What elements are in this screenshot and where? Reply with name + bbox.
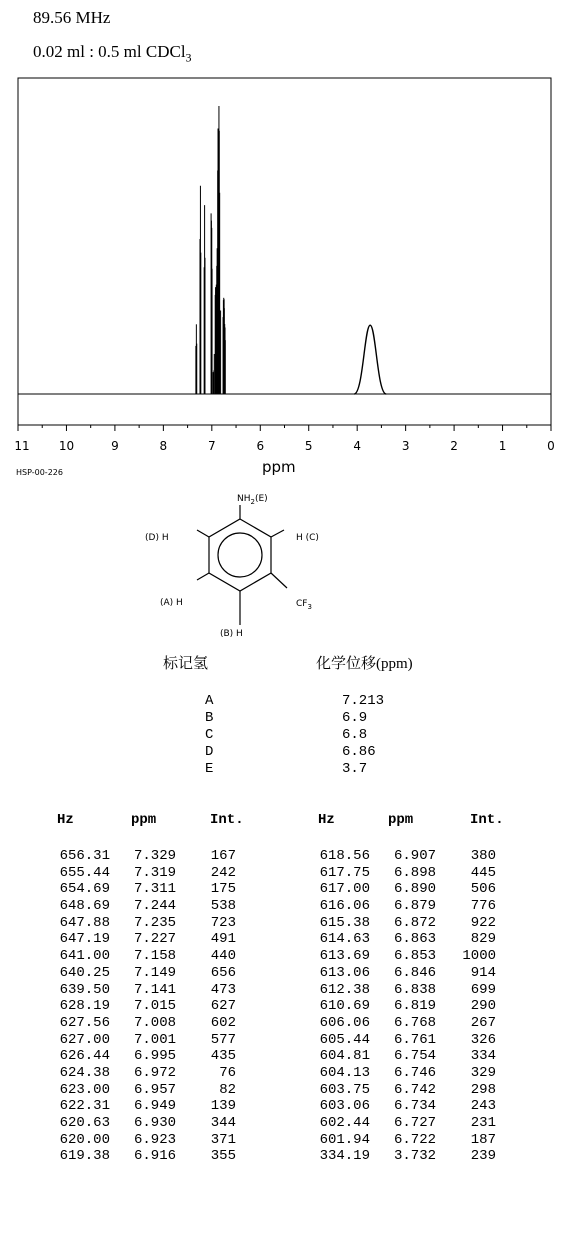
assignment-label-header: 标记氢	[163, 656, 209, 672]
table-row	[308, 881, 496, 898]
peak-ppm: 6.846	[393, 964, 436, 981]
x-tick-label: 7	[207, 439, 216, 453]
peak-hz: 656.31	[59, 848, 110, 864]
assignment-row	[205, 761, 384, 778]
peak-intensity: 440	[210, 948, 236, 965]
table-row	[48, 915, 236, 932]
peak-ppm: 6.853	[393, 948, 436, 965]
peak-intensity: 242	[210, 864, 236, 881]
table-row	[308, 998, 496, 1015]
peak-hz: 647.19	[59, 931, 110, 948]
peak-intensity: 231	[470, 1115, 496, 1131]
peak-intensity: 445	[470, 864, 496, 881]
table-row	[308, 1032, 496, 1049]
table-row	[48, 1032, 236, 1049]
peak-hz: 624.38	[59, 1064, 110, 1081]
table-row	[308, 1098, 496, 1115]
peak-ppm: 7.235	[133, 914, 176, 931]
x-tick-label: 2	[450, 439, 458, 453]
peak-ppm: 6.930	[133, 1115, 176, 1131]
table-row	[308, 982, 496, 999]
peak-hz: 613.06	[319, 964, 370, 981]
assignment-header	[0, 652, 570, 674]
table-row	[48, 865, 236, 882]
peak-ppm: 6.863	[393, 931, 436, 948]
ppm-header-right: ppm	[388, 812, 414, 828]
peak-intensity: 602	[210, 1014, 236, 1031]
solvent-text: 0.02 ml : 0.5 ml CDCl	[33, 42, 186, 61]
peak-table-left-column	[48, 848, 236, 1165]
table-row	[48, 1082, 236, 1099]
peak-hz: 606.06	[319, 1014, 370, 1031]
peak-intensity: 187	[470, 1131, 496, 1148]
peak-ppm: 7.141	[133, 981, 176, 998]
hydrogen-c-label: H (C)	[296, 533, 319, 543]
assignment-proton-label: A	[205, 693, 214, 709]
peak-ppm: 6.890	[393, 881, 436, 898]
peak-hz: 604.13	[319, 1064, 370, 1081]
ppm-header-left: ppm	[131, 812, 157, 828]
peak-intensity: 239	[470, 1148, 496, 1165]
peak-intensity: 473	[210, 981, 236, 998]
table-row	[308, 898, 496, 915]
peak-hz: 617.00	[319, 881, 370, 898]
peak-hz: 654.69	[59, 881, 110, 898]
spectrum-code: HSP-00-226	[16, 468, 63, 477]
table-row	[48, 1132, 236, 1149]
peak-intensity: 334	[470, 1048, 496, 1065]
peak-hz: 612.38	[319, 981, 370, 998]
peak-intensity: 167	[210, 848, 236, 864]
bond-cf3	[271, 573, 287, 588]
x-tick-label: 4	[353, 439, 362, 453]
peak-ppm: 6.754	[393, 1048, 436, 1065]
peak-ppm: 6.916	[133, 1148, 176, 1165]
peak-intensity: 656	[210, 964, 236, 981]
peak-intensity: 776	[470, 898, 496, 915]
structure-diagram	[120, 485, 360, 645]
table-row	[308, 1082, 496, 1099]
assignment-shift-value: 6.8	[342, 727, 368, 743]
peak-hz: 648.69	[59, 898, 110, 915]
bond-h-d	[197, 530, 209, 537]
spectrum-peak	[354, 325, 386, 394]
hydrogen-a-label: (A) H	[160, 598, 183, 608]
table-row	[308, 1148, 496, 1165]
int-header-left: Int.	[210, 812, 244, 828]
peak-ppm: 3.732	[393, 1148, 436, 1165]
table-row	[308, 931, 496, 948]
peak-ppm: 7.001	[133, 1031, 176, 1048]
x-axis-label: ppm	[262, 458, 296, 476]
hz-header-left: Hz	[57, 812, 74, 828]
peak-ppm: 6.819	[393, 998, 436, 1015]
table-row	[48, 1048, 236, 1065]
assignment-row	[205, 693, 384, 710]
peak-intensity: 506	[470, 881, 496, 898]
peak-ppm: 7.015	[133, 998, 176, 1015]
peak-intensity: 82	[219, 1081, 236, 1098]
table-row	[48, 948, 236, 965]
peak-ppm: 6.907	[393, 848, 436, 864]
peak-table-right-column	[308, 848, 496, 1165]
table-row	[48, 982, 236, 999]
x-tick-label: 3	[401, 439, 410, 453]
x-tick-label: 10	[58, 439, 75, 453]
nmr-spectrum-chart	[0, 70, 570, 460]
plot-frame	[18, 78, 551, 425]
trifluoromethyl-label: $CF_3$	[296, 599, 312, 611]
peak-ppm: 6.923	[133, 1131, 176, 1148]
peak-intensity: 577	[210, 1031, 236, 1048]
hydrogen-b-label: (B) H	[220, 629, 243, 639]
peak-ppm: 6.838	[393, 981, 436, 998]
table-row	[308, 915, 496, 932]
amine-label: $NH_2(E)$	[237, 494, 268, 506]
peak-ppm: 7.311	[133, 881, 176, 898]
assignment-shift-value: 6.9	[342, 710, 368, 726]
peak-hz: 618.56	[319, 848, 370, 864]
peak-intensity: 538	[210, 898, 236, 915]
peak-ppm: 6.761	[393, 1031, 436, 1048]
peak-hz: 623.00	[59, 1081, 110, 1098]
table-row	[48, 898, 236, 915]
table-row	[48, 998, 236, 1015]
peak-hz: 334.19	[319, 1148, 370, 1165]
peak-hz: 603.06	[319, 1098, 370, 1115]
peak-hz: 620.00	[59, 1131, 110, 1148]
peak-intensity: 723	[210, 914, 236, 931]
peak-intensity: 914	[470, 964, 496, 981]
table-row	[48, 1115, 236, 1132]
peak-intensity: 329	[470, 1064, 496, 1081]
table-row	[308, 1048, 496, 1065]
x-tick-label: 1	[498, 439, 507, 453]
peak-ppm: 6.879	[393, 898, 436, 915]
peak-intensity: 139	[210, 1098, 236, 1115]
peak-intensity: 371	[210, 1131, 236, 1148]
peak-hz: 615.38	[319, 914, 370, 931]
peak-ppm: 6.898	[393, 864, 436, 881]
peak-ppm: 6.957	[133, 1081, 176, 1098]
peak-hz: 610.69	[319, 998, 370, 1015]
peak-hz: 605.44	[319, 1031, 370, 1048]
assignment-shift-value: 3.7	[342, 761, 368, 777]
peak-intensity: 355	[210, 1148, 236, 1165]
hz-header-right: Hz	[318, 812, 335, 828]
peak-hz: 613.69	[319, 948, 370, 965]
peak-hz: 616.06	[319, 898, 370, 915]
table-row	[308, 948, 496, 965]
peak-intensity: 380	[470, 848, 496, 864]
assignment-proton-label: E	[205, 761, 214, 777]
table-row	[308, 1132, 496, 1149]
peak-intensity: 298	[470, 1081, 496, 1098]
peak-hz: 602.44	[319, 1115, 370, 1131]
spectrometer-frequency: 89.56 MHz	[33, 8, 111, 27]
peak-ppm: 7.244	[133, 898, 176, 915]
assignment-shift-header: 化学位移(ppm)	[316, 656, 413, 672]
assignment-shift-value: 6.86	[342, 744, 376, 760]
table-row	[48, 1015, 236, 1032]
peak-intensity: 76	[219, 1064, 236, 1081]
peak-hz: 647.88	[59, 914, 110, 931]
peak-ppm: 7.158	[133, 948, 176, 965]
x-tick-label: 8	[159, 439, 168, 453]
peak-ppm: 6.722	[393, 1131, 436, 1148]
peak-hz: 655.44	[59, 864, 110, 881]
bond-h-c	[271, 530, 284, 537]
table-row	[48, 1065, 236, 1082]
peak-hz: 639.50	[59, 981, 110, 998]
bond-h-a	[197, 573, 209, 580]
peak-hz: 601.94	[319, 1131, 370, 1148]
peak-ppm: 7.329	[133, 848, 176, 864]
peak-ppm: 6.949	[133, 1098, 176, 1115]
peak-ppm: 6.768	[393, 1014, 436, 1031]
solvent-subscript: 3	[185, 50, 192, 65]
x-tick-label: 0	[547, 439, 555, 453]
peak-hz: 604.81	[319, 1048, 370, 1065]
peak-ppm: 7.008	[133, 1014, 176, 1031]
x-tick-label: 11	[14, 439, 30, 453]
assignment-list	[205, 693, 384, 778]
peak-hz: 641.00	[59, 948, 110, 965]
peak-intensity: 491	[210, 931, 236, 948]
assignment-row	[205, 710, 384, 727]
peak-ppm: 6.746	[393, 1064, 436, 1081]
peak-intensity: 243	[470, 1098, 496, 1115]
x-tick-label: 5	[304, 439, 313, 453]
peak-hz: 619.38	[59, 1148, 110, 1165]
peak-marks	[196, 106, 386, 394]
peak-intensity: 290	[470, 998, 496, 1015]
peak-ppm: 6.872	[393, 914, 436, 931]
table-row	[308, 1015, 496, 1032]
peak-intensity: 699	[470, 981, 496, 998]
table-row	[48, 848, 236, 865]
peak-hz: 628.19	[59, 998, 110, 1015]
table-row	[48, 881, 236, 898]
table-row	[48, 931, 236, 948]
peak-hz: 614.63	[319, 931, 370, 948]
peak-hz: 620.63	[59, 1115, 110, 1131]
sample-solvent	[33, 42, 192, 65]
peak-hz: 603.75	[319, 1081, 370, 1098]
aromatic-circle	[218, 533, 262, 577]
peak-ppm: 6.734	[393, 1098, 436, 1115]
assignment-row	[205, 727, 384, 744]
peak-intensity: 1000	[462, 948, 496, 965]
peak-intensity: 326	[470, 1031, 496, 1048]
assignment-proton-label: B	[205, 710, 214, 726]
peak-intensity: 829	[470, 931, 496, 948]
table-row	[308, 865, 496, 882]
peak-ppm: 6.742	[393, 1081, 436, 1098]
assignment-proton-label: D	[205, 744, 214, 760]
table-row	[308, 1065, 496, 1082]
int-header-right: Int.	[470, 812, 504, 828]
peak-hz: 622.31	[59, 1098, 110, 1115]
peak-intensity: 435	[210, 1048, 236, 1065]
assignment-shift-value: 7.213	[342, 693, 385, 709]
x-axis	[14, 425, 554, 453]
peak-intensity: 922	[470, 914, 496, 931]
x-tick-label: 6	[256, 439, 265, 453]
table-row	[308, 965, 496, 982]
table-row	[308, 848, 496, 865]
peak-hz: 617.75	[319, 864, 370, 881]
table-row	[48, 1148, 236, 1165]
peak-hz: 626.44	[59, 1048, 110, 1065]
table-row	[308, 1115, 496, 1132]
peak-hz: 627.56	[59, 1014, 110, 1031]
peak-intensity: 627	[210, 998, 236, 1015]
peak-intensity: 344	[210, 1115, 236, 1131]
assignment-proton-label: C	[205, 727, 214, 743]
table-row	[48, 1098, 236, 1115]
hydrogen-d-label: (D) H	[145, 533, 169, 543]
peak-ppm: 7.319	[133, 864, 176, 881]
peak-hz: 640.25	[59, 964, 110, 981]
x-tick-label: 9	[111, 439, 119, 453]
peak-ppm: 6.972	[133, 1064, 176, 1081]
peak-ppm: 6.727	[393, 1115, 436, 1131]
peak-intensity: 267	[470, 1014, 496, 1031]
peak-ppm: 7.149	[133, 964, 176, 981]
peak-hz: 627.00	[59, 1031, 110, 1048]
peak-ppm: 6.995	[133, 1048, 176, 1065]
peak-intensity: 175	[210, 881, 236, 898]
assignment-row	[205, 744, 384, 761]
table-row	[48, 965, 236, 982]
peak-ppm: 7.227	[133, 931, 176, 948]
